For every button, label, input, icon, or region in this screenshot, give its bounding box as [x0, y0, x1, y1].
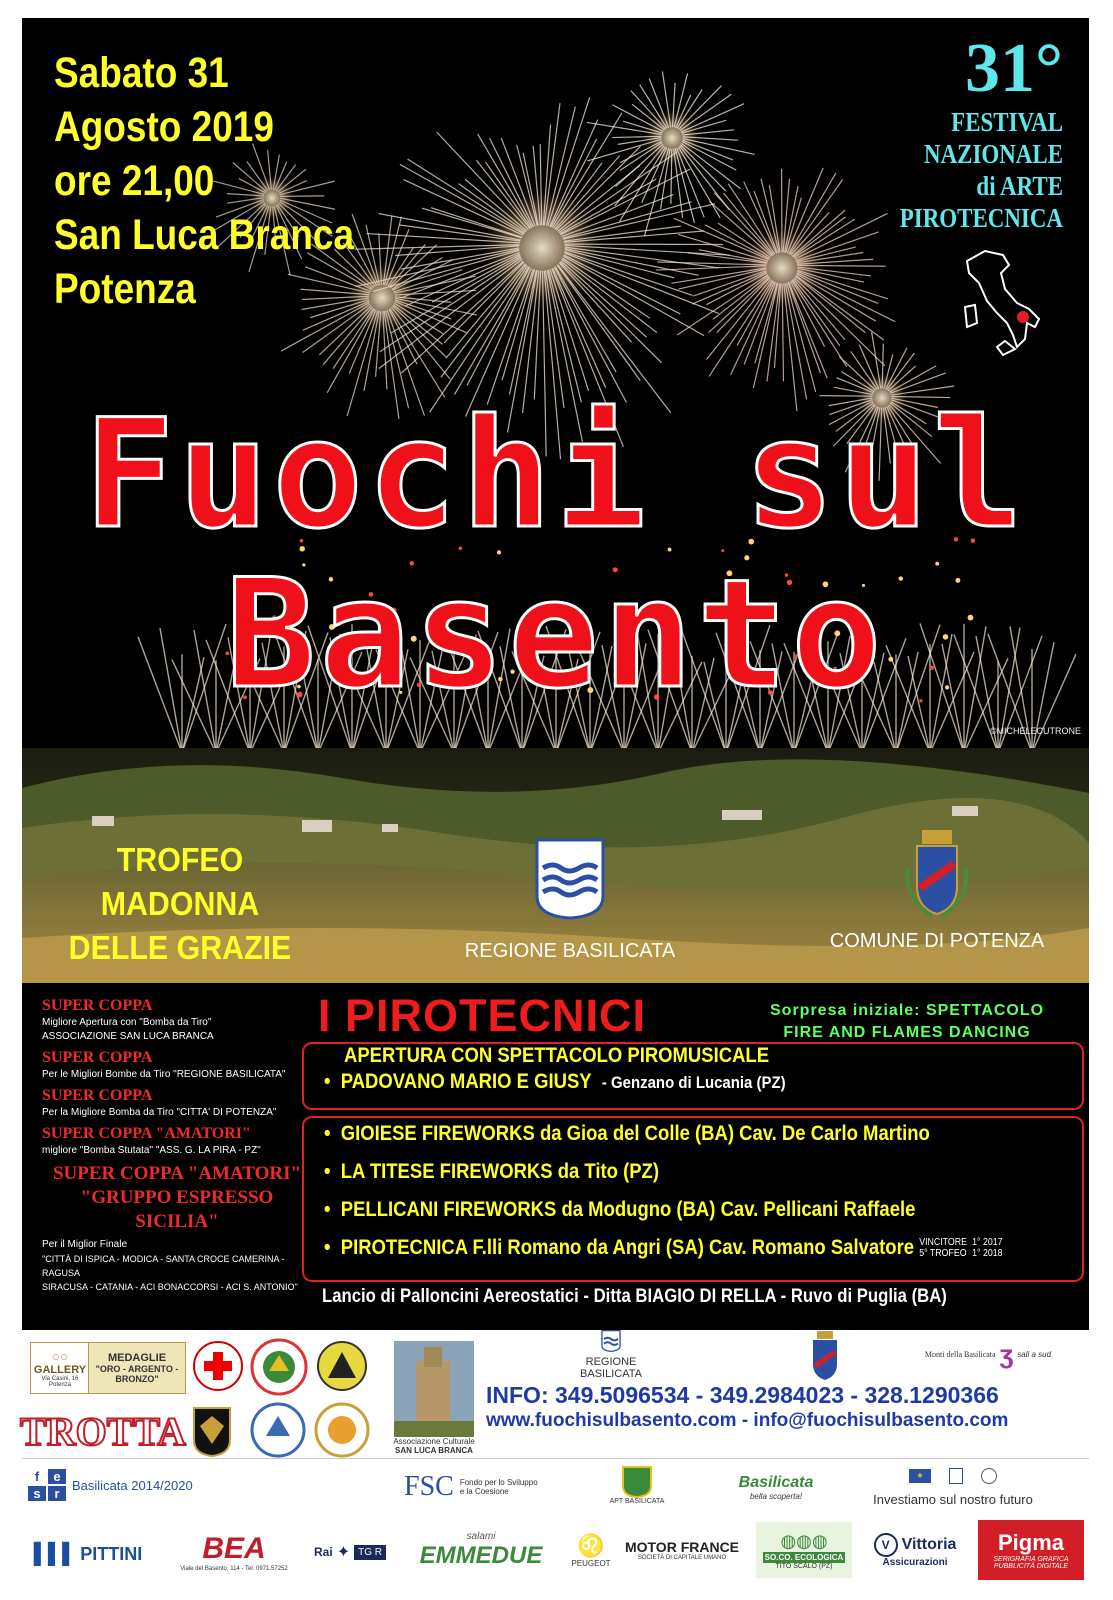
medaglie-box [88, 1342, 186, 1394]
regione-small-logo [556, 1330, 666, 1380]
bea-logo [178, 1524, 290, 1580]
san-luca-branca-logo [390, 1336, 478, 1460]
gallery-logo [30, 1342, 90, 1394]
basilicata-sub: bella scoperta! [749, 1491, 803, 1501]
soco-sub: TITO SCALO (PZ) [775, 1562, 833, 1570]
main-title: Fuochi sul [83, 388, 1028, 562]
edition-number: 31° [965, 30, 1063, 107]
pittini-bars-icon: ▌▌▌ [33, 1542, 77, 1565]
pirotecnico-name: LA TITESE FIREWORKS da Tito (PZ) [340, 1160, 660, 1183]
pigma-sub: SERIGRAFIA GRAFICA PUBBLICITÀ DIGITALE [993, 1556, 1069, 1570]
apt-logo [602, 1462, 672, 1508]
coppa-line: Per la Migliore Bomba da Tiro "CITTA' DI POTENZA" [42, 1107, 277, 1118]
apertura-place: - Genzano di Lucania (PZ) [601, 1073, 786, 1092]
eagle-icon [188, 1404, 236, 1458]
eu-flag-icon: ★ [909, 1469, 931, 1483]
basilicata-label: Basilicata [738, 1473, 814, 1491]
award-year: 1° 2017 [972, 1237, 1003, 1249]
regione-label: REGIONE BASILICATA [464, 940, 676, 962]
bea-sub: Viale del Basento, 114 - Tel. 0971.57252 [180, 1566, 288, 1572]
motor-france-logo [622, 1530, 742, 1570]
potenza-coat-of-arms-icon [805, 1330, 845, 1384]
date-line: Agosto 2019 [54, 103, 274, 151]
apt-shield-icon [622, 1466, 652, 1498]
burst-ray [441, 265, 526, 378]
warning-badge-logo [316, 1340, 368, 1392]
fsc-sub: e la Coesione [459, 1487, 509, 1496]
pirotecnico-item [324, 1160, 659, 1184]
fesr-label: Basilicata 2014/2020 [72, 1477, 193, 1493]
coppa-title-sub: "GRUPPO ESPRESSO SICILIA" [80, 1187, 274, 1232]
soco-label: SO.CO. ECOLOGICA [764, 1552, 844, 1562]
comune-small-logo [802, 1330, 848, 1384]
comune-label: COMUNE DI POTENZA [829, 930, 1045, 952]
trofeo-line: TROFEO [116, 841, 244, 878]
trofeo-line: MADONNA [100, 885, 260, 922]
festival-line: di ARTE PIROTECNICA [899, 171, 1063, 233]
assoc-label: Associazione Culturale [393, 1437, 475, 1446]
trofeo-title [60, 838, 299, 970]
basilicata-tourism-logo [726, 1468, 826, 1506]
monti-label2: sali a sud [1017, 1349, 1052, 1359]
coppa-line: ASSOCIAZIONE SAN LUCA BRANCA [42, 1031, 214, 1042]
coppa-title: SUPER COPPA [42, 1049, 153, 1066]
monti-mark-icon: ʒ [999, 1338, 1014, 1369]
award-year: 1° 2018 [972, 1248, 1003, 1260]
coppa-line: migliore "Bomba Stutata" "ASS. G. LA PIRA - PZ" [42, 1145, 261, 1156]
eu-funding-logos [848, 1462, 1058, 1512]
pigma-logo [978, 1520, 1084, 1580]
civil-protection-lucania-icon [250, 1402, 306, 1458]
coppa-title: SUPER COPPA [42, 1087, 153, 1104]
coppa-line: Per le Migliori Bombe da Tiro "REGIONE BASILICATA" [42, 1069, 286, 1080]
pirotecnico-name: PELLICANI FIREWORKS da Modugno (BA) Cav. Pellicani Raffaele [340, 1198, 916, 1221]
date-line: Sabato 31 [54, 49, 229, 97]
red-cross-logo [192, 1340, 244, 1392]
burst-ray [709, 280, 772, 376]
apertura-heading: APERTURA CON SPETTACOLO PIROMUSICALE [344, 1044, 770, 1067]
vittoria-sub: Assicurazioni [882, 1556, 948, 1568]
pittini-logo [28, 1534, 148, 1574]
award-labels [919, 1237, 967, 1259]
fsc-label: FSC [404, 1471, 454, 1502]
volunteers-badge-icon [314, 1402, 370, 1458]
bullet: • [324, 1070, 331, 1093]
motor-label: MOTOR FRANCE [624, 1539, 740, 1555]
burst-ray [680, 145, 725, 191]
apt-label: APT BASILICATA [609, 1497, 665, 1505]
apertura-name: PADOVANO MARIO E GIUSY [340, 1070, 592, 1093]
funding-divider [22, 1458, 1089, 1459]
pigma-label: Pigma [997, 1530, 1065, 1555]
coppa-line: Migliore Apertura con "Bomba da Tiro" [42, 1017, 212, 1028]
rings-icon: ○○ [51, 1348, 69, 1364]
assoc-label2: SAN LUCA BRANCA [395, 1446, 473, 1455]
coppa-line: Per il Miglior Finale [42, 1239, 128, 1250]
eagle-emblem-logo [188, 1404, 236, 1458]
trofeo-line: DELLE GRAZIE [68, 929, 292, 966]
church-photo-icon [394, 1341, 474, 1437]
bea-label: BEA [202, 1532, 266, 1565]
trotta-logo: TROTTA [20, 1408, 186, 1454]
soco-mark-icon: ◍◍◍ [780, 1530, 828, 1551]
lancio-line: Lancio di Palloncini Aereostatici - Ditta BIAGIO DI RELLA - Ruvo di Puglia (BA) [322, 1286, 947, 1307]
protezione-civile-lucania-logo [250, 1402, 306, 1458]
regione-mini-icon [949, 1468, 963, 1484]
italy-map-icon [957, 243, 1052, 363]
regione-basilicata-emblem-icon [596, 1330, 626, 1352]
burst-ray [615, 146, 665, 206]
poster [22, 18, 1089, 1330]
sorpresa-line: FIRE AND FLAMES DANCING [783, 1024, 1031, 1041]
gallery-sub: Via Casini, 16 Potenza [41, 1376, 79, 1388]
festival-badge [803, 32, 1063, 234]
medaglie-label: MEDAGLIE [107, 1352, 167, 1364]
regione-small-label: REGIONE BASILICATA [580, 1356, 642, 1380]
burst-ray [437, 132, 529, 230]
peugeot-logo [566, 1526, 616, 1574]
salami-label: salami [466, 1530, 496, 1542]
city-line: Potenza [54, 265, 196, 313]
eu-note: Investiamo sul nostro futuro [873, 1491, 1033, 1507]
regione-basilicata-emblem-icon [535, 838, 605, 920]
apertura-item [324, 1070, 786, 1094]
fesr-logo [28, 1465, 238, 1505]
fsc-sub: Fondo per lo Sviluppo [459, 1478, 538, 1487]
coppe-list [42, 996, 312, 1294]
pirotecnico-name: GIOIESE FIREWORKS da Gioa del Colle (BA) Cav. De Carlo Martino [340, 1122, 930, 1145]
regione-logo [440, 838, 700, 963]
event-date-block [54, 46, 354, 316]
protezione-civile-logo [250, 1338, 308, 1396]
triangle-badge-icon [316, 1340, 368, 1392]
bullet: • [324, 1198, 331, 1221]
volunteers-logo [314, 1402, 370, 1458]
info-phones: INFO: 349.5096534 - 349.2984023 - 328.1290366 [486, 1382, 999, 1408]
bullet: • [324, 1236, 331, 1259]
bullet: • [324, 1122, 331, 1145]
vittoria-label: Vittoria [901, 1535, 957, 1553]
award-label: VINCITORE [919, 1237, 967, 1249]
coppa-line: "CITTÀ DI ISPICA - MODICA - SANTA CROCE CAMERINA - RAGUSA [42, 1254, 285, 1278]
fesr-grid-icon: f e s r [28, 1469, 66, 1501]
tgr-label: TG R [354, 1545, 386, 1560]
emmedue-label: EMMEDUE [419, 1541, 543, 1569]
pirotecnici-title: I PIROTECNICI [318, 990, 647, 1041]
italy-emblem-icon [981, 1468, 997, 1484]
burst-ray [797, 265, 885, 266]
medaglie-sub: "ORO - ARGENTO - BRONZO" [95, 1364, 179, 1384]
gallery-label: GALLERY [33, 1364, 87, 1376]
fsc-logo [404, 1468, 564, 1506]
info-web: www.fuochisulbasento.com - info@fuochisulbasento.com [486, 1410, 1009, 1431]
pirotecnico-item [324, 1122, 930, 1146]
pirotecnico-item [324, 1236, 1003, 1260]
pittini-label: PITTINI [80, 1543, 143, 1564]
pirotecnico-name: PIROTECNICA F.lli Romano da Angri (SA) Cav. Romano Salvatore [340, 1236, 915, 1259]
vittoria-logo [860, 1520, 970, 1580]
emmedue-logo [410, 1522, 552, 1578]
bullet: • [324, 1160, 331, 1183]
coppa-line: SIRACUSA - CATANIA - ACI BONACCORSI - ACI S. ANTONIO" [42, 1282, 298, 1292]
peugeot-label: PEUGEOT [571, 1558, 611, 1568]
coppa-title: SUPER COPPA "AMATORI" [42, 1125, 251, 1142]
potenza-coat-of-arms-icon [902, 828, 972, 920]
burst-ray [794, 277, 885, 366]
festival-line: FESTIVAL NAZIONALE [923, 107, 1063, 169]
time-line: ore 21,00 [54, 157, 215, 205]
coppa-title: SUPER COPPA [42, 997, 153, 1014]
red-cross-icon [192, 1340, 244, 1392]
monti-label: Monti della Basilicata [924, 1349, 996, 1359]
main-title: Basento [225, 548, 886, 722]
civil-protection-badge-icon [250, 1338, 308, 1396]
motor-sub: SOCIETÀ DI CAPITALE UMANO [637, 1555, 727, 1561]
monti-basilicata-logo [908, 1336, 1068, 1372]
rai-label: Rai [314, 1545, 333, 1559]
award-label: 5° TROFEO [919, 1248, 967, 1260]
burst-ray [390, 309, 445, 398]
pirotecnico-item [324, 1198, 915, 1222]
lion-icon: ♌ [577, 1532, 605, 1558]
soco-logo [756, 1522, 852, 1578]
comune-logo [822, 828, 1052, 953]
sorpresa-note [770, 1000, 1044, 1044]
photo-credit: ©MICHELECUTRONE [989, 726, 1081, 736]
location-line: San Luca Branca [54, 211, 355, 259]
coppa-title: SUPER COPPA "AMATORI" [52, 1163, 302, 1184]
rai-star-icon: ✦ [336, 1544, 351, 1561]
rai-tgr-logo [300, 1534, 400, 1570]
sorpresa-line: Sorpresa iniziale: SPETTACOLO [770, 1002, 1045, 1019]
vittoria-v-icon: V [874, 1533, 898, 1557]
award-years [972, 1237, 1002, 1259]
